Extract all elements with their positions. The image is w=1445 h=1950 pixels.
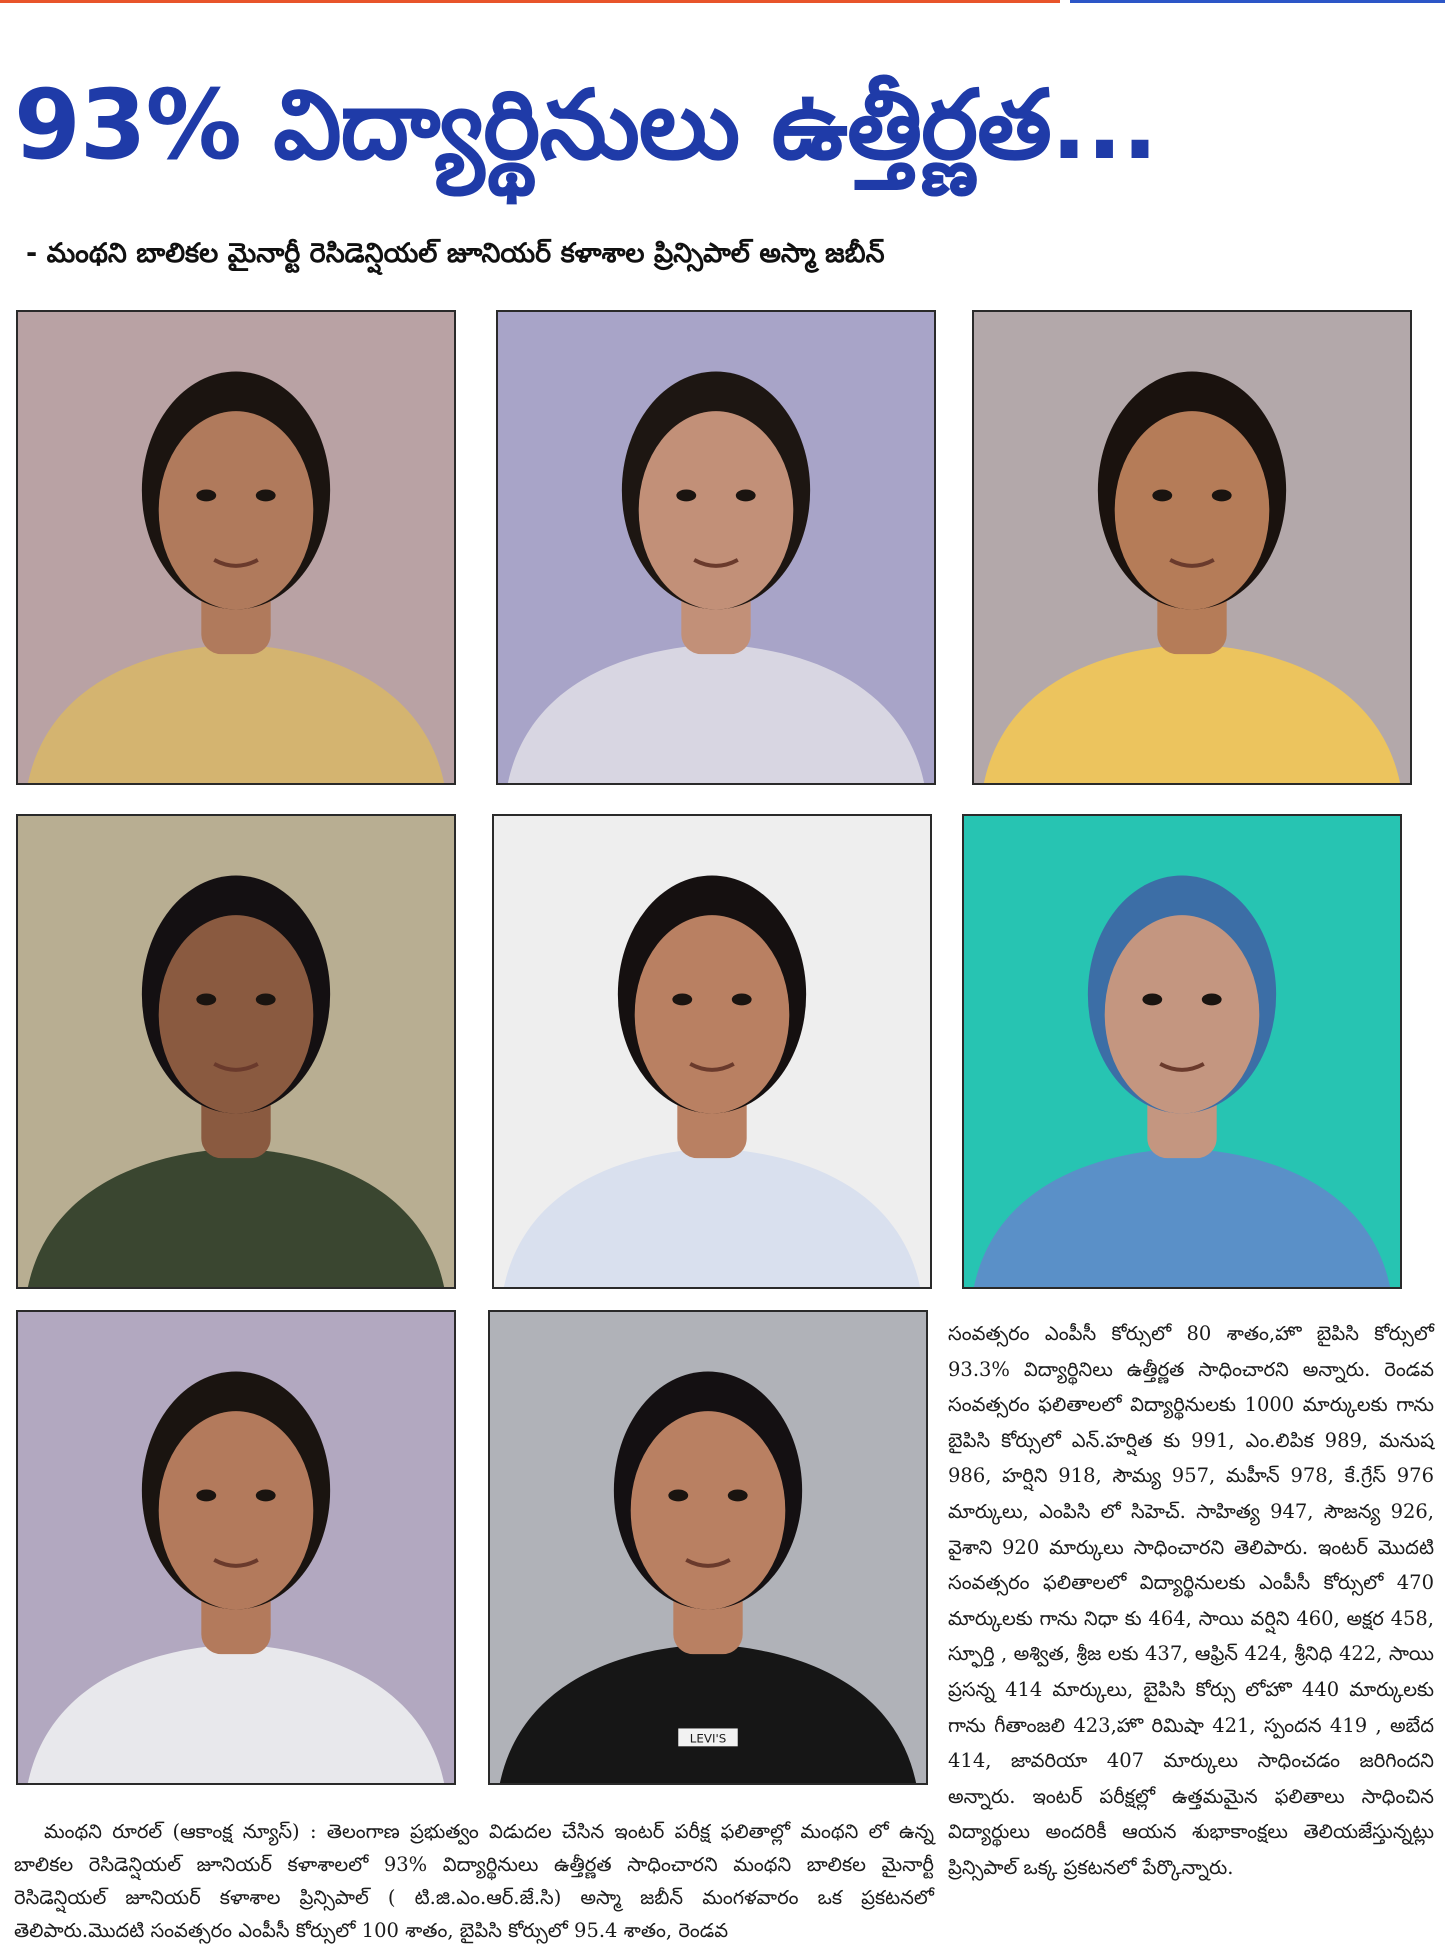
face: [159, 411, 314, 609]
left-eye: [668, 1489, 688, 1501]
face: [631, 1411, 786, 1609]
portrait-image: [494, 816, 930, 1287]
right-eye: [1202, 993, 1222, 1005]
right-eye: [256, 993, 276, 1005]
portrait-image: [974, 312, 1410, 783]
face: [159, 1411, 314, 1609]
student-photo-4: [16, 814, 456, 1289]
portrait-image: [18, 312, 454, 783]
right-eye: [256, 1489, 276, 1501]
top-rule-blue: [1070, 0, 1445, 3]
portrait-image: [964, 816, 1400, 1287]
subheadline: - మంథని బాలికల మైనార్టీ రెసిడెన్షియల్ జూనియర్ కళాశాల ప్రిన్సిపాల్ అస్మా జబీన్: [26, 238, 885, 269]
left-eye: [672, 993, 692, 1005]
left-eye: [196, 489, 216, 501]
student-photo-8: [488, 1310, 928, 1785]
student-photo-7: [16, 1310, 456, 1785]
student-photo-1: [16, 310, 456, 785]
face: [1105, 915, 1260, 1113]
right-eye: [728, 1489, 748, 1501]
left-eye: [196, 993, 216, 1005]
shirt-logo-text: LEVI'S: [689, 1731, 727, 1746]
left-eye: [196, 1489, 216, 1501]
student-photo-6: [962, 814, 1402, 1289]
right-eye: [256, 489, 276, 501]
face: [159, 915, 314, 1113]
headline: 93% విద్యార్థినులు ఉత్తీర్ణత...: [14, 69, 1158, 181]
article-intro-paragraph: మంథని రూరల్ (ఆకాంక్ష న్యూస్) : తెలంగాణ ప్రభుత్వం విడుదల చేసిన ఇంటర్ పరీక్ష ఫలితాల్లో మంథని లో ఉన్న బాలికల రెసిడెన్షియల్ జూనియర్ కళాశాలలో 93% విద్యార్థినులు ఉత్తీర్ణత సాధించారని మంథని బాలికల మైనార్టీ రెసిడెన్షియల్ జూనియర్ కళాశాల ప్రిన్సిపాల్ ( టి.జి.ఎం.ఆర్.జే.సి) అస్మా జబీన్ మంగళవారం ఒక ప్రకటనలో తెలిపారు.మొదటి సంవత్సరం ఎంపీసీ కోర్సులో 100 శాతం, బైపిసి కోర్సులో 95.4 శాతం, రెండవ: [14, 1820, 934, 1942]
right-eye: [732, 993, 752, 1005]
portrait-image: [18, 1312, 454, 1783]
article-right-column: సంవత్సరం ఎంపీసీ కోర్సులో 80 శాతం,హొ బైపిసి కోర్సులో 93.3% విద్యార్థినిలు ఉత్తీర్ణత సాధించారని అన్నారు. రెండవ సంవత్సరం ఫలితాలలో విద్యార్థినులకు 1000 మార్కులకు గాను బైపిసి కోర్సులో ఎన్.హర్షిత కు 991, ఎం.లిపిక 989, మనుష 986, హర్షిని 918, సౌమ్య 957, మహీన్ 978, కే.గ్రేస్ 976 మార్కులు, ఎంపిసి లో సిహెచ్. సాహిత్య 947, సౌజన్య 926, వైశాని 920 మార్కులు సాధించారని తెలిపారు. ఇంటర్ మొదటి సంవత్సరం ఫలితాలలో విద్యార్థినులకు ఎంపీసీ కోర్సులో 470 మార్కులకు గాను నిధా కు 464, సాయి వర్షిని 460, అక్షర 458, స్ఫూర్తి , అశ్విత, శ్రీజ లకు 437, ఆఫ్రిన్ 424, శ్రీనిధి 422, సాయి ప్రసన్న 414 మార్కులు, బైపిసి కోర్సు లోహొ 440 మార్కులకు గాను గీతాంజలి 423,హొ రిమిషా 421, స్పందన 419 , అబేద 414, జావరియా 407 మార్కులు సాధించడం జరిగిందని అన్నారు. ఇంటర్ పరీక్షల్లో ఉత్తమమైన ఫలితాలు సాధించిన విద్యార్థులు అందరికీ ఆయన శుభాకాంక్షలు తెలియజేస్తున్నట్లు ప్రిన్సిపాల్ ఒక్క ప్రకటనలో పేర్కొన్నారు.: [948, 1322, 1434, 1879]
face: [635, 915, 790, 1113]
face: [639, 411, 794, 609]
face: [1115, 411, 1270, 609]
left-eye: [1152, 489, 1172, 501]
left-eye: [676, 489, 696, 501]
portrait-image: [498, 312, 934, 783]
left-eye: [1142, 993, 1162, 1005]
right-eye: [736, 489, 756, 501]
student-photo-3: [972, 310, 1412, 785]
right-eye: [1212, 489, 1232, 501]
student-photo-5: [492, 814, 932, 1289]
student-photo-2: [496, 310, 936, 785]
top-rule-orange: [0, 0, 1060, 3]
portrait-image: [490, 1312, 926, 1783]
portrait-image: [18, 816, 454, 1287]
